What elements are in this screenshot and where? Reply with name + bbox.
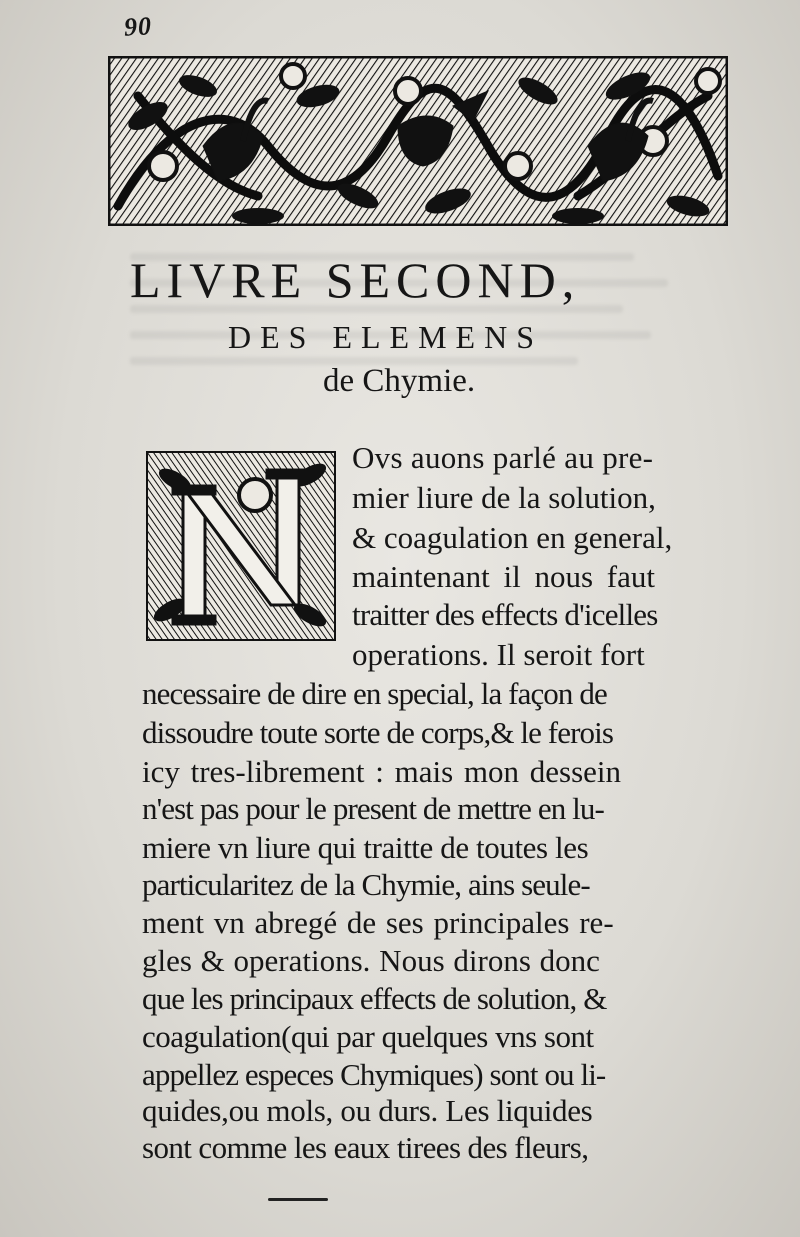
text-line: appellez especes Chymiques) sont ou li- xyxy=(142,1057,606,1092)
text-line: icy tres-librement : mais mon dessein xyxy=(142,754,622,789)
text-line: traitter des effects d'icelles xyxy=(352,597,658,632)
catchword-rule xyxy=(268,1198,328,1201)
page-number: 90 xyxy=(123,11,153,42)
text-line: gles & operations. Nous dirons donc xyxy=(142,943,600,978)
text-line: quides,ou mols, ou durs. Les liquides xyxy=(142,1093,593,1128)
text-line: dissoudre toute sorte de corps,& le ferois xyxy=(142,715,613,750)
section-heading: DES ELEMENS xyxy=(228,319,543,355)
text-line: coagulation(qui par quelques vns sont xyxy=(142,1019,594,1054)
text-line: sont comme les eaux tirees des fleurs, xyxy=(142,1130,589,1165)
text-line: mier liure de la solution, xyxy=(352,480,656,515)
text-line: necessaire de dire en special, la façon de xyxy=(142,676,607,711)
book-title: LIVRE SECOND, xyxy=(130,252,581,308)
text-line: ment vn abregé de ses principales re- xyxy=(142,905,614,940)
text-line: maintenant il nous faut xyxy=(352,559,655,594)
text-line: que les principaux effects de solution, & xyxy=(142,981,607,1016)
ornamental-initial-n-icon xyxy=(145,450,337,642)
text-line: n'est pas pour le present de mettre en lu- xyxy=(142,791,604,826)
text-line: operations. Il seroit fort xyxy=(352,637,645,672)
text-line: & coagulation en general, xyxy=(352,520,673,555)
section-subheading: de Chymie. xyxy=(323,363,476,399)
text-line: miere vn liure qui traitte de toutes les xyxy=(142,830,589,865)
text-line: particularitez de la Chymie, ains seule- xyxy=(142,867,590,902)
woodcut-headpiece-icon xyxy=(108,56,728,226)
text-line: Ovs auons parlé au pre- xyxy=(352,440,654,475)
